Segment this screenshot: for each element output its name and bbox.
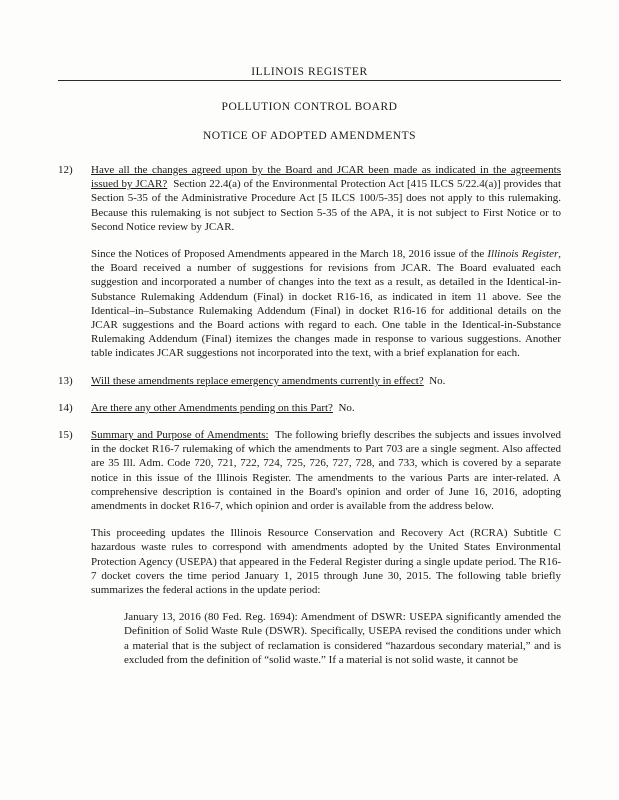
list-item xyxy=(58,374,561,388)
item-answer: Section 22.4(a) of the Environmental Protection Act [415 ILCS 5/22.4(a)] provides that Section 5-35 of the Administrative Procedure Act [5 ILCS 100/5-35] does not apply to this rulemaking. Because this rulemaking is not subject to Section 5-35 of the APA, it is not subject to First Notice or to Second Notice review by JCAR. xyxy=(91,178,561,233)
list-item xyxy=(58,428,561,513)
paragraph-jcar-suggestions xyxy=(91,247,561,361)
item-question: Summary and Purpose of Amendments: xyxy=(91,429,269,442)
item-body xyxy=(91,163,561,234)
agency-title: POLLUTION CONTROL BOARD xyxy=(221,101,398,113)
item-body xyxy=(91,428,561,513)
list-item xyxy=(58,401,561,415)
item-answer: The following briefly describes the subjects and issues involved in the docket R16-7 rulemaking of which the amendments to Part 703 are a single segment. Also affected are 35 Ill. Adm. Code 720, 721, 722, 724, 725, 726, 727, 728, and 733, which is covered by a separate notice in this issue of the Illinois Register. The amendments to the various Parts are inter-related. A comprehensive description is contained in the Board's opinion and order of June 16, 2016, adopting amendments in docket R16-7, which opinion and order is available from the address below. xyxy=(91,429,561,513)
page-header-title: ILLINOIS REGISTER xyxy=(251,66,368,78)
paragraph-rest: , the Board received a number of suggestions for revisions from JCAR. The Board evaluated each suggestion and incorporated a number of changes into the text as a result, as detailed in the Identical-in-Substance Rulemaking Addendum (Final) in docket R16-16, as indicated in item 11 above. See the Identical–in–Substance Rulemaking Addendum (Final) in docket R16-16 for additional details on the JCAR suggestions and the Board actions with regard to each. One table in the Identical-in-Substance Rulemaking Addendum (Final) itemizes the changes made in response to various suggestions. Another table indicates JCAR suggestions not incorporated into the text, with a brief explanation for each. xyxy=(91,248,561,360)
paragraph-lead: Since the Notices of Proposed Amendments appeared in the March 18, 2016 issue of the xyxy=(91,248,488,261)
item-body xyxy=(91,374,561,388)
item-question: Have all the changes agreed upon by the Board and JCAR been made as indicated in the agreements issued by JCAR? xyxy=(91,164,561,191)
paragraph-dswr-entry: January 13, 2016 (80 Fed. Reg. 1694): Amendment of DSWR: USEPA significantly amended the Definition of Solid Waste Rule (DSWR). Specifically, USEPA revised the conditions under which a material that is the subject of reclamation is considered “hazardous secondary material,” and is excluded from the definition of “solid waste.” If a material is not solid waste, it cannot be xyxy=(124,611,561,666)
item-number: 12) xyxy=(58,164,73,176)
item-question: Will these amendments replace emergency amendments currently in effect? xyxy=(91,374,424,387)
list-item xyxy=(58,163,561,234)
item-number: 13) xyxy=(58,374,73,387)
item-answer: No. xyxy=(338,401,355,414)
item-question: Are there any other Amendments pending on this Part? xyxy=(91,401,333,414)
item-answer: No. xyxy=(429,374,446,387)
item-number: 15) xyxy=(58,429,73,442)
item-number: 14) xyxy=(58,401,73,414)
header-divider xyxy=(58,80,561,81)
paragraph-rcra-update: This proceeding updates the Illinois Resource Conservation and Recovery Act (RCRA) Subtitle C hazardous waste rules to correspond with amendments adopted by the United States Environmental Protection Agency (USEPA) that appeared in the Federal Register during a single update period. The R16-7 docket covers the time period January 1, 2015 through June 30, 2015. The following table briefly summarizes the federal actions in the update period: xyxy=(91,527,561,597)
item-body xyxy=(91,401,561,415)
publication-name: Illinois Register xyxy=(487,248,559,261)
notice-title: NOTICE OF ADOPTED AMENDMENTS xyxy=(202,130,417,142)
